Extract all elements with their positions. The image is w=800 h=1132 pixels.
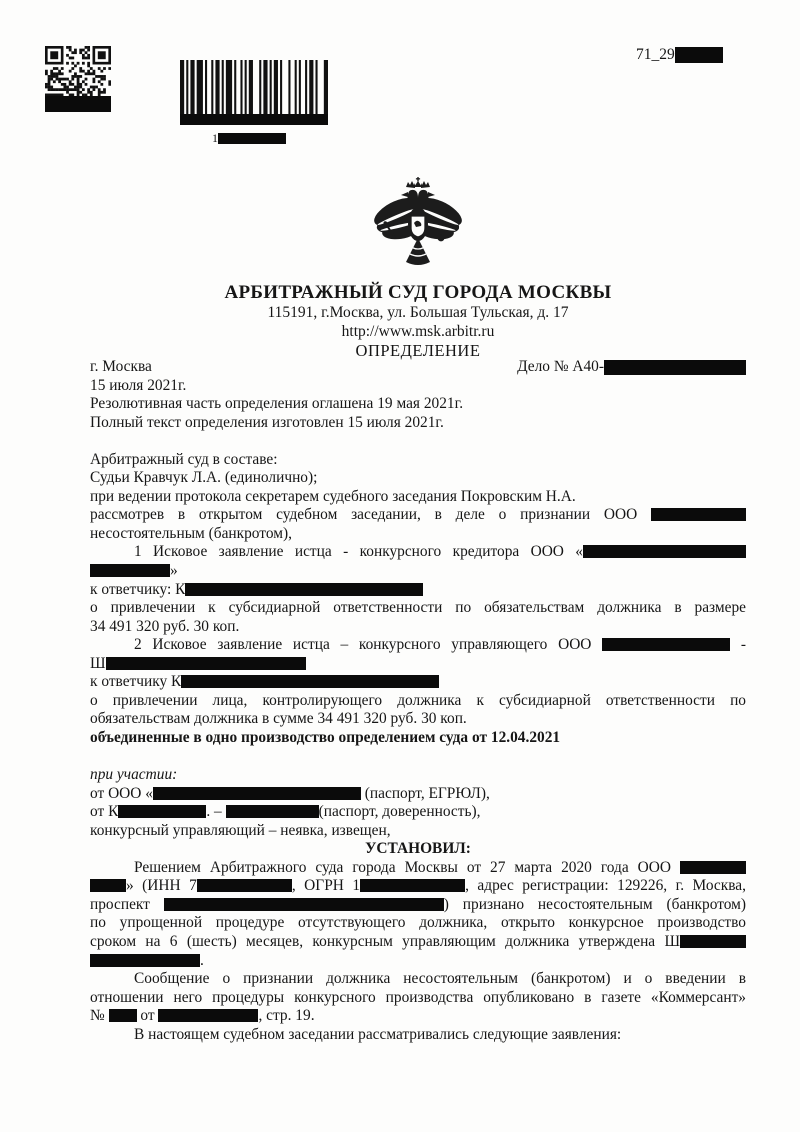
- redaction-bar: [181, 675, 439, 688]
- redaction-bar: [118, 805, 206, 818]
- redaction-bar: [185, 583, 423, 596]
- doc-line: [90, 970, 746, 989]
- blank-line: [90, 747, 746, 766]
- doc-line: [90, 414, 746, 433]
- doc-text: Судьи Кравчук Л.А. (единолично);: [90, 469, 318, 487]
- doc-line: [90, 710, 746, 729]
- doc-line: [90, 506, 746, 525]
- doc-line: [90, 859, 746, 878]
- redaction-bar: [90, 879, 126, 892]
- doc-line: [90, 673, 746, 692]
- doc-text: объединенные в одно производство определением суда от 12.04.2021: [90, 728, 561, 746]
- doc-line: [90, 451, 746, 470]
- doc-text: при участии:: [90, 766, 178, 784]
- doc-line: [90, 877, 746, 896]
- doc-text: о привлечении к субсидиарной ответственности по обязательствам должника в размере: [90, 599, 746, 617]
- doc-line: [90, 395, 746, 414]
- doc-text: 1 Исковое заявление истца - конкурсного кредитора ООО «: [134, 543, 583, 561]
- redaction-bar: [680, 861, 746, 874]
- doc-text: к ответчику: К: [90, 580, 186, 598]
- redaction-bar: [680, 935, 746, 948]
- doc-text: от: [136, 1007, 159, 1025]
- doc-text: -: [730, 636, 746, 654]
- doc-line: [90, 469, 746, 488]
- redaction-bar: [360, 879, 465, 892]
- redaction-bar: [604, 360, 746, 375]
- doc-text: Решением Арбитражного суда города Москвы от 27 марта 2020 года ООО: [134, 858, 680, 876]
- doc-line: [90, 933, 746, 952]
- barcode-label: [180, 132, 328, 144]
- doc-text: по упрощенной процедуре отсутствующего должника, открыто конкурсное производство: [90, 914, 746, 932]
- doc-line: [90, 543, 746, 562]
- redaction-bar: [106, 657, 306, 670]
- doc-text: отношении него процедуры конкурсного производства опубликовано в газете «Коммерсант»: [90, 988, 746, 1006]
- redaction-bar: [158, 1009, 258, 1022]
- barcode: [180, 60, 328, 125]
- doc-text: ) признано несостоятельным (банкротом): [443, 895, 746, 913]
- doc-line: [90, 840, 746, 859]
- redaction-bar: [164, 898, 444, 911]
- doc-text: , ОГРН 1: [291, 877, 361, 895]
- doc-text: »: [170, 562, 178, 580]
- doc-text: конкурсный управляющий – неявка, извещен,: [90, 821, 391, 839]
- doc-text: Дело № А40-: [517, 358, 604, 375]
- doc-line: [90, 618, 746, 637]
- doc-line: [90, 488, 746, 507]
- doc-text: от ООО «: [90, 784, 153, 802]
- doc-line: [90, 525, 746, 544]
- doc-text: при ведении протокола секретарем судебного заседания Покровским Н.А.: [90, 487, 576, 505]
- redaction-bar: [90, 954, 200, 967]
- page-title: АРБИТРАЖНЫЙ СУД ГОРОДА МОСКВЫ: [224, 282, 612, 303]
- doc-text: Ш: [90, 654, 106, 672]
- doc-text: сроком на 6 (шесть) месяцев, конкурсным управляющим должника утверждена Ш: [90, 932, 680, 950]
- doc-text: 2 Исковое заявление истца – конкурсного управляющего ООО: [134, 636, 603, 654]
- doc-text: , стр. 19.: [258, 1007, 315, 1025]
- document-body: [90, 358, 746, 1044]
- doc-text: (паспорт, ЕГРЮЛ),: [360, 784, 490, 802]
- doc-text-left: [90, 358, 152, 377]
- doc-line: [90, 636, 746, 655]
- doc-line: [90, 1007, 746, 1026]
- doc-type-title: ОПРЕДЕЛЕНИЕ: [355, 341, 481, 360]
- doc-text: несостоятельным (банкротом),: [90, 524, 292, 542]
- doc-line: [90, 989, 746, 1008]
- document-number: [636, 46, 723, 64]
- doc-text: Сообщение о признании должника несостоятельным (банкротом) и о введении в: [134, 970, 746, 988]
- doc-line: [90, 766, 746, 785]
- court-address: 115191, г.Москва, ул. Большая Тульская, д. 17: [267, 304, 569, 321]
- doc-line: [90, 562, 746, 581]
- doc-line: [90, 581, 746, 600]
- doc-line: [90, 952, 746, 971]
- barcode-block: [180, 60, 328, 144]
- doc-line: [90, 729, 746, 748]
- redaction-bar: [583, 545, 746, 558]
- doc-text: 34 491 320 руб. 30 коп.: [90, 617, 240, 635]
- qr-code: [45, 46, 111, 112]
- doc-line: [90, 377, 746, 396]
- doc-text: рассмотрев в открытом судебном заседании, в деле о признании ООО: [90, 506, 651, 524]
- doc-line: [90, 803, 746, 822]
- doc-line: [90, 896, 746, 915]
- doc-text: В настоящем судебном заседании рассматривались следующие заявления:: [134, 1025, 622, 1043]
- doc-text: Арбитражный суд в составе:: [90, 450, 278, 468]
- doc-text: Резолютивная часть определения оглашена 19 мая 2021г.: [90, 395, 464, 413]
- barcode-label-text: 1: [212, 131, 218, 145]
- doc-text: о привлечении лица, контролирующего должника к субсидиарной ответственности по: [90, 691, 746, 709]
- redaction-bar: [109, 1009, 137, 1022]
- doc-text: обязательствам должника в сумме 34 491 320 руб. 30 коп.: [90, 710, 467, 728]
- doc-text: » (ИНН 7: [126, 877, 197, 895]
- doc-text: .: [200, 951, 204, 969]
- redaction-bar: [651, 508, 746, 521]
- doc-line: [90, 914, 746, 933]
- blank-line: [90, 432, 746, 451]
- doc-line: [90, 599, 746, 618]
- redaction-bar: [602, 638, 730, 651]
- doc-text: №: [90, 1007, 109, 1025]
- doc-line: [90, 692, 746, 711]
- doc-line: [90, 822, 746, 841]
- redaction-bar: [218, 133, 286, 144]
- redaction-bar: [226, 805, 319, 818]
- court-website: http://www.msk.arbitr.ru: [341, 323, 495, 340]
- doc-text: , адрес регистрации: 129226, г. Москва,: [465, 877, 746, 895]
- redaction-bar: [153, 787, 361, 800]
- doc-text: от К: [90, 803, 119, 821]
- doc-line: [90, 785, 746, 804]
- redaction-bar: [197, 879, 292, 892]
- redaction-bar: [675, 47, 723, 63]
- doc-text: (паспорт, доверенность),: [318, 803, 481, 821]
- doc-text: проспект: [90, 895, 164, 913]
- doc-text: г. Москва: [90, 358, 152, 375]
- case-number: [517, 358, 746, 377]
- doc-text: УСТАНОВИЛ:: [365, 840, 471, 858]
- doc-line: [90, 1026, 746, 1045]
- doc-line: [90, 358, 746, 377]
- redaction-bar: [90, 564, 170, 577]
- coat-of-arms-icon: [368, 176, 468, 280]
- document-header: [90, 176, 746, 360]
- doc-text: . –: [206, 803, 226, 821]
- doc-line: [90, 655, 746, 674]
- document-number-text: 71_29: [636, 46, 675, 63]
- doc-text: Полный текст определения изготовлен 15 июля 2021г.: [90, 413, 444, 431]
- doc-text: 15 июля 2021г.: [90, 376, 187, 394]
- doc-text: к ответчику К: [90, 673, 182, 691]
